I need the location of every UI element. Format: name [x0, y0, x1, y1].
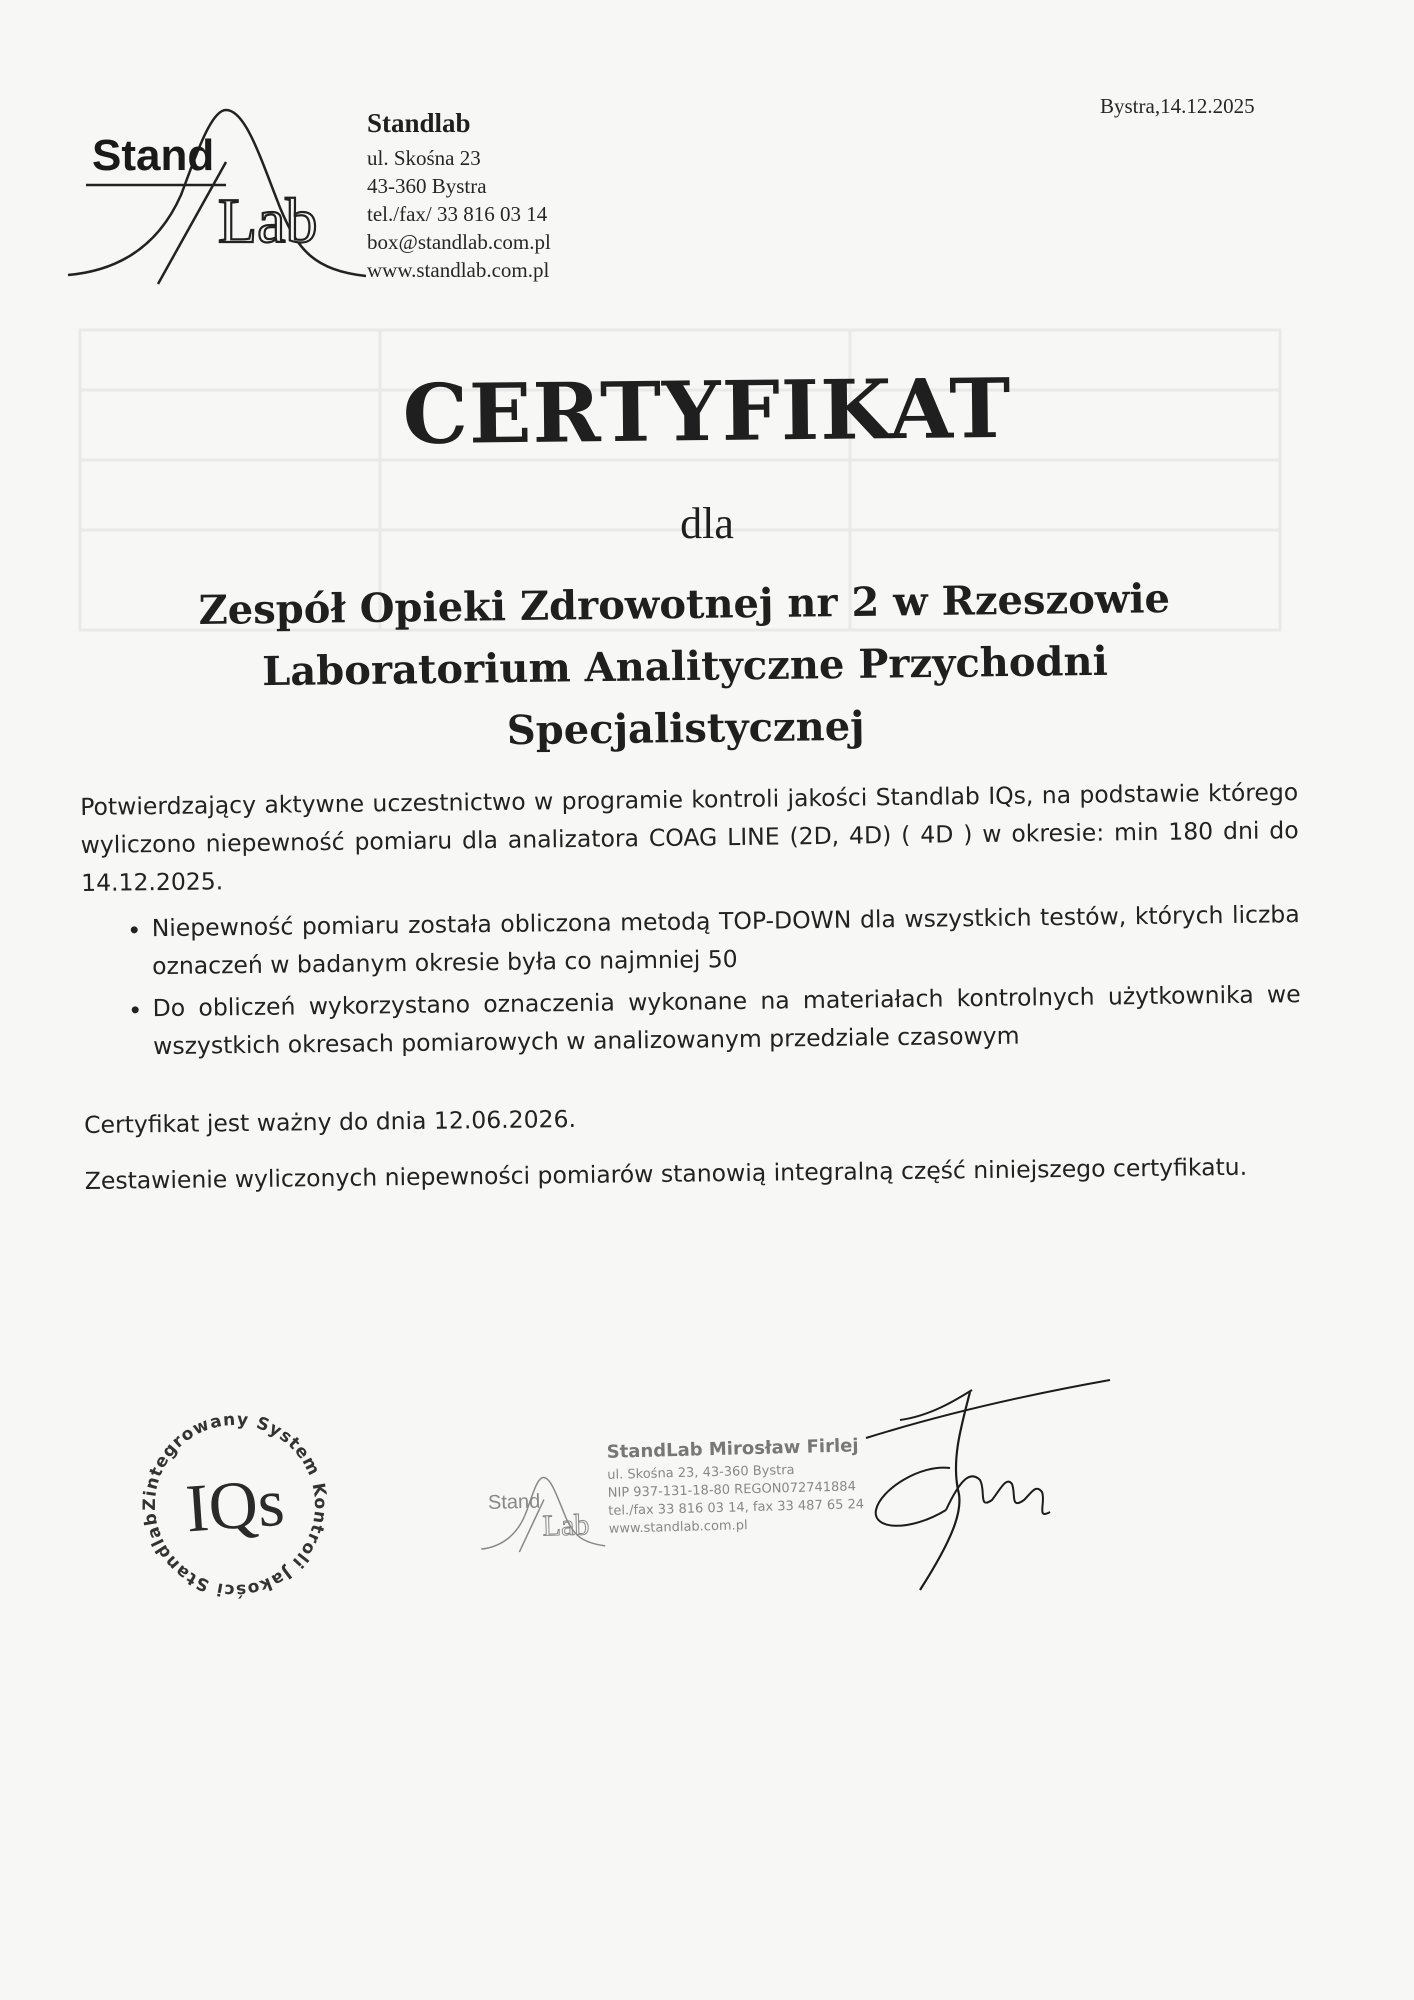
company-city: 43-360 Bystra: [367, 174, 487, 198]
company-info: [367, 106, 551, 284]
stamp-line: NIP 937-131-18-80 REGON072741884: [607, 1479, 857, 1501]
svg-text:Stand: Stand: [487, 1490, 541, 1514]
recipient-line: Laboratorium Analityczne Przychodni: [261, 637, 1109, 696]
closing-statement: Zestawienie wyliczonych niepewności pomiarów stanowią integralną część niniejszego certyfikatu.: [84, 1152, 1248, 1195]
stamp-title: StandLab Mirosław Firlej: [606, 1435, 859, 1463]
iqs-seal: [123, 1393, 347, 1617]
seal-ring-text: Zintegrowany System Kontroli Jakości Standlab: [139, 1409, 331, 1601]
stamp-logo-icon: [477, 1470, 607, 1553]
svg-text:Lab: Lab: [542, 1508, 590, 1543]
bullet-item: • Do obliczeń wykorzystano oznaczenia wykonane na materiałach kontrolnych użytkownika we wszystkich okresach pomiarowych w analizowanym przedziale czasowym: [152, 975, 1301, 1065]
recipient-name: [99, 567, 1271, 767]
standlab-logo: [66, 100, 366, 290]
handwritten-signature: [860, 1360, 1120, 1610]
logo-word-lab: Lab: [218, 185, 318, 256]
company-website: www.standlab.com.pl: [367, 258, 550, 282]
logo-word-stand: Stand: [92, 131, 215, 180]
company-email: box@standlab.com.pl: [367, 230, 551, 254]
certificate-title: CERTYFIKAT: [402, 360, 1012, 464]
company-name: Standlab: [367, 108, 471, 138]
recipient-line: Specjalistycznej: [506, 702, 865, 755]
stamp-line: www.standlab.com.pl: [608, 1518, 748, 1537]
for-label: dla: [680, 499, 734, 548]
recipient-line: Zespół Opieki Zdrowotnej nr 2 w Rzeszowie: [198, 575, 1171, 634]
bullet-list: [81, 895, 1301, 1066]
company-stamp: [476, 1435, 879, 1565]
validity-statement: Certyfikat jest ważny do dnia 12.06.2026.: [83, 1104, 577, 1139]
certificate-body: [80, 773, 1303, 1200]
place-and-date: Bystra,14.12.2025: [1100, 94, 1255, 118]
stamp-line: tel./fax 33 816 03 14, fax 33 487 65 24: [608, 1497, 865, 1519]
intro-paragraph: Potwierdzający aktywne uczestnictwo w programie kontroli jakości Standlab IQs, na podstawie którego wyliczono niepewność pomiaru dla analizatora COAG LINE (2D, 4D) ( 4D ) w okresie: min 180 dni do 14.12.2025.: [80, 778, 1299, 897]
company-phone: tel./fax/ 33 816 03 14: [367, 202, 548, 226]
seal-center-text: IQs: [183, 1463, 287, 1547]
stamp-line: ul. Skośna 23, 43-360 Bystra: [607, 1462, 795, 1483]
company-street: ul. Skośna 23: [367, 146, 481, 170]
bullet-item: • Niepewność pomiaru została obliczona metodą TOP-DOWN dla wszystkich testów, których liczba oznaczeń w badanym okresie była co najmniej 50: [151, 895, 1300, 985]
